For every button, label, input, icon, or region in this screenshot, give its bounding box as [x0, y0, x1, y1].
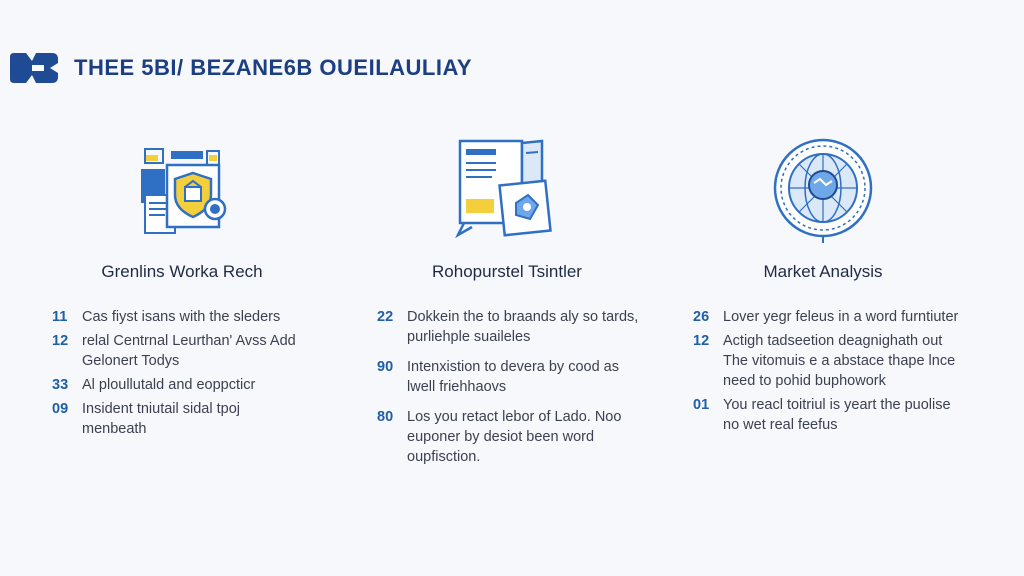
- page-header: [6, 50, 472, 86]
- brand-logo-icon: [6, 51, 60, 85]
- dashboard-shield-icon: [127, 135, 237, 245]
- document-brochure-icon: [452, 135, 562, 245]
- column-heading: Market Analysis: [763, 262, 883, 281]
- item-list: [52, 307, 352, 443]
- column-heading: Grenlins Worka Rech: [101, 262, 263, 281]
- list-item: [693, 307, 993, 327]
- item-number: 01: [693, 397, 710, 413]
- item-text: Dokkein the to braands aly so tards, purliehple suaileles: [407, 309, 639, 345]
- item-text: Actigh tadseetion deagnighath out The vitomuis e a abstace thape lnce need to pohid buphowork: [723, 333, 956, 389]
- list-item: [377, 357, 677, 397]
- item-text: Intenxistion to devera by cood as lwell friehhaovs: [407, 359, 619, 395]
- item-number: 90: [377, 359, 394, 375]
- column-heading: Rohopurstel Tsintler: [432, 262, 582, 281]
- list-item: [693, 395, 993, 435]
- item-number: 11: [52, 309, 68, 325]
- item-text: You reacl toitriul is yeart the puolise no wet real feefus: [723, 397, 951, 433]
- item-number: 12: [52, 333, 69, 349]
- item-number: 09: [52, 401, 69, 417]
- list-item: [377, 307, 677, 347]
- list-item: [52, 375, 352, 395]
- item-number: 12: [693, 333, 710, 349]
- list-item: [52, 331, 352, 371]
- list-item: [377, 407, 677, 467]
- list-item: [52, 399, 352, 439]
- page-title: THEE 5BI/ BEZANE6B OUEILAULIAY: [74, 55, 473, 80]
- item-text: relal Centrnal Leurthan' Avss Add Gelonert Todys: [82, 333, 296, 369]
- list-item: [693, 331, 993, 391]
- item-list: [377, 307, 677, 477]
- item-text: Los you retact lebor of Lado. Noo euponer by desiot been word oupfisction.: [407, 409, 622, 465]
- item-number: 22: [377, 309, 394, 325]
- globe-analysis-icon: [768, 135, 878, 245]
- item-number: 80: [377, 409, 394, 425]
- item-text: Insident tniutail sidal tpoj menbeath: [82, 401, 240, 437]
- item-number: 26: [693, 309, 710, 325]
- item-text: Al ploullutald and eoppcticr: [82, 377, 256, 393]
- item-text: Lover yegr feleus in a word furntiuter: [723, 309, 959, 325]
- item-list: [693, 307, 993, 439]
- item-text: Cas fiyst isans with the sleders: [82, 309, 281, 325]
- list-item: [52, 307, 352, 327]
- item-number: 33: [52, 377, 69, 393]
